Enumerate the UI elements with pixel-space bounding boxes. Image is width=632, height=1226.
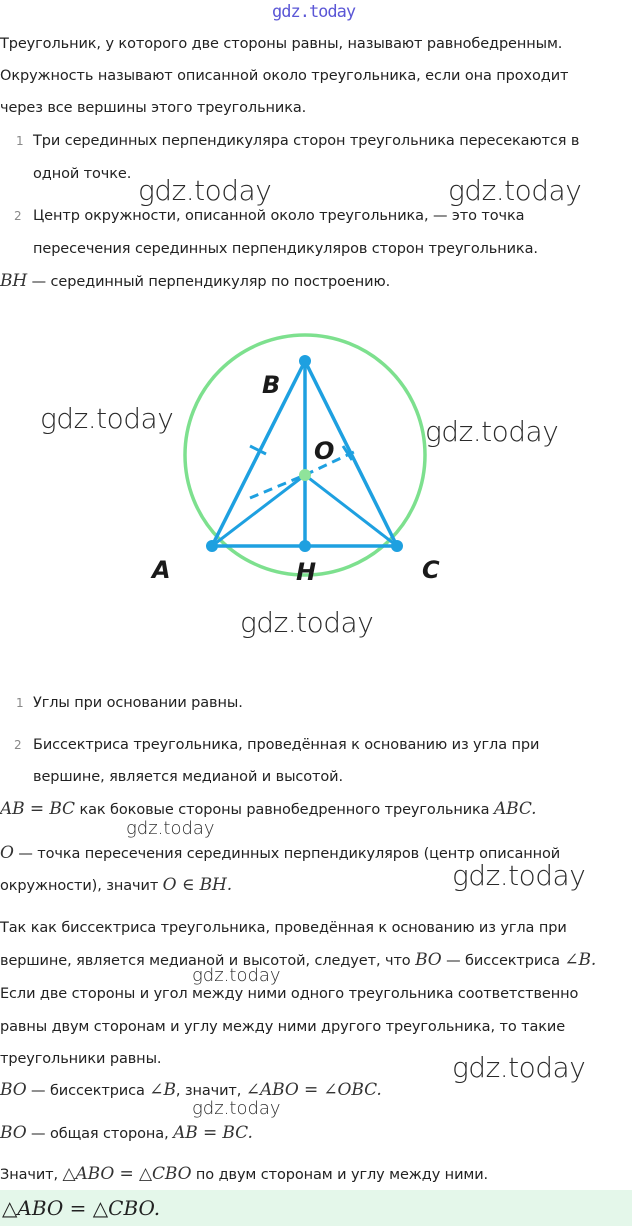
point-o bbox=[299, 469, 311, 481]
text: — точка пересечения серединных перпендикуляров (центр описанной bbox=[13, 846, 561, 862]
label-c: C bbox=[422, 556, 440, 584]
text: по двум сторонам и углу между ними. bbox=[191, 1167, 489, 1183]
watermark: gdz.today bbox=[192, 1098, 281, 1119]
point-b bbox=[299, 355, 311, 367]
watermark: gdz.today bbox=[126, 818, 215, 839]
list-item-number: 2 bbox=[14, 209, 22, 223]
point-h bbox=[299, 540, 311, 552]
math-ab-bc: AB = BC bbox=[0, 799, 75, 819]
math-o-in-bh: O ∈ BH. bbox=[162, 875, 233, 895]
label-h: H bbox=[296, 558, 317, 586]
list-item-number: 1 bbox=[16, 134, 24, 148]
o-statement-line2 bbox=[0, 875, 232, 896]
ab-bc-statement bbox=[0, 799, 536, 820]
watermark: gdz.today bbox=[452, 859, 586, 892]
text: Значит, bbox=[0, 1167, 63, 1183]
math-bh: BH bbox=[0, 271, 28, 291]
text: окружности), значит bbox=[0, 878, 163, 894]
list-item-text: вершине, является медианой и высотой. bbox=[33, 769, 344, 785]
watermark: gdz.today bbox=[192, 965, 281, 986]
point-a bbox=[206, 540, 218, 552]
math-triangle-equality: △ABO = △CBO bbox=[62, 1164, 192, 1184]
list-item-text: Центр окружности, описанной около треугольника, — это точка bbox=[33, 208, 525, 224]
watermark: gdz.today bbox=[425, 415, 559, 448]
label-a: A bbox=[152, 556, 171, 584]
sas-rule-line2: равны двум сторонам и углу между ними другого треугольника, то такие bbox=[0, 1019, 566, 1035]
watermark: gdz.today bbox=[240, 606, 374, 639]
point-c bbox=[391, 540, 403, 552]
bh-text: — серединный перпендикуляр по построению. bbox=[27, 274, 391, 290]
text: , значит, bbox=[175, 1083, 246, 1099]
segment-oc bbox=[305, 475, 397, 546]
math-bo: BO bbox=[415, 950, 442, 970]
watermark: gdz.today bbox=[40, 402, 174, 435]
bh-statement bbox=[0, 271, 390, 292]
math-angle-equality: ∠ABO = ∠OBC. bbox=[245, 1080, 382, 1100]
list-item-number: 1 bbox=[16, 696, 24, 710]
math-angle-b: ∠B bbox=[149, 1080, 176, 1100]
final-answer: △ABO = △CBO. bbox=[2, 1196, 161, 1220]
text: — общая сторона, bbox=[26, 1126, 174, 1142]
text: как боковые стороны равнобедренного треугольника bbox=[74, 802, 494, 818]
math-abc: ABC. bbox=[493, 799, 537, 819]
list-item-text: Биссектриса треугольника, проведённая к основанию из угла при bbox=[33, 737, 540, 753]
math-ab-bc: AB = BC. bbox=[173, 1123, 253, 1143]
text: вершине, является медианой и высотой, следует, что bbox=[0, 953, 416, 969]
list-item-text: пересечения серединных перпендикуляров сторон треугольника. bbox=[33, 241, 538, 257]
sas-rule-line1: Если две стороны и угол между ними одного треугольника соответственно bbox=[0, 986, 579, 1002]
conclusion-statement bbox=[0, 1164, 488, 1185]
math-bo: BO bbox=[0, 1123, 27, 1143]
bo-common-side-statement bbox=[0, 1123, 253, 1144]
watermark: gdz.today bbox=[448, 174, 582, 207]
list-item-text: Углы при основании равны. bbox=[33, 695, 243, 711]
side-ab bbox=[212, 361, 305, 546]
segment-oa bbox=[212, 475, 305, 546]
watermark: gdz.today bbox=[138, 174, 272, 207]
math-bo: BO bbox=[0, 1080, 27, 1100]
list-item-text: Три серединных перпендикуляра сторон треугольника пересекаются в bbox=[33, 133, 580, 149]
bisector-line2 bbox=[0, 950, 596, 971]
header-watermark: gdz.today bbox=[272, 2, 356, 22]
text: — биссектриса bbox=[26, 1083, 150, 1099]
watermark: gdz.today bbox=[452, 1051, 586, 1084]
text: — биссектриса bbox=[441, 953, 565, 969]
paragraph-circumscribed-line1: Окружность называют описанной около треугольника, если она проходит bbox=[0, 68, 569, 84]
paragraph-isosceles-definition: Треугольник, у которого две стороны равны, называют равнобедренным. bbox=[0, 36, 563, 52]
geometry-figure bbox=[0, 330, 632, 600]
list-item-text: одной точке. bbox=[33, 166, 132, 182]
math-o: O bbox=[0, 843, 14, 863]
paragraph-circumscribed-line2: через все вершины этого треугольника. bbox=[0, 100, 307, 116]
label-b: B bbox=[262, 371, 281, 399]
label-o: O bbox=[314, 437, 335, 465]
math-angle-b: ∠B. bbox=[564, 950, 597, 970]
sas-rule-line3: треугольники равны. bbox=[0, 1051, 162, 1067]
list-item-number: 2 bbox=[14, 738, 22, 752]
bisector-line1: Так как биссектриса треугольника, проведённая к основанию из угла при bbox=[0, 920, 567, 936]
bo-bisector-statement bbox=[0, 1080, 382, 1101]
